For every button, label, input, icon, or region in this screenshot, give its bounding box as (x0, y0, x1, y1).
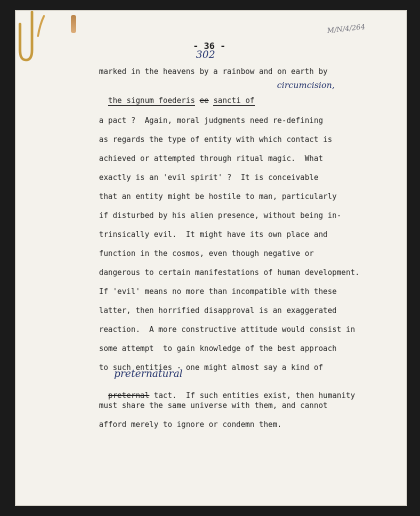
text-line: exactly is an 'evil spirit' ? It is conceivable (99, 173, 319, 182)
archive-stamp: M/N/4/264 (326, 23, 366, 35)
text-line (99, 382, 355, 400)
text-line-part: sancti of (213, 96, 255, 105)
text-line: achieved or attempted through ritual magic. What (99, 154, 324, 163)
text-line: marked in the heavens by a rainbow and on earth by (99, 67, 328, 76)
text-line: function in the cosmos, even though negative or (99, 249, 314, 258)
text-line: to such entities - one might almost say a kind of (99, 363, 324, 372)
text-line: some attempt to gain knowledge of the best approach (99, 344, 337, 353)
text-line: a pact ? Again, moral judgments need re-defining (99, 116, 324, 125)
text-line: If 'evil' means no more than incompatible with these (99, 287, 337, 296)
text-line: if disturbed by his alien presence, without being in- (99, 211, 342, 220)
typescript-page (15, 10, 407, 506)
handwritten-page-number: 302 (196, 50, 216, 61)
text-line-part: tact. If such entities exist, then humanity (153, 391, 356, 400)
text-line-part: the signum foederis (108, 96, 196, 105)
struck-word: preternal (108, 391, 150, 400)
text-line: trinsically evil. It might have its own place and (99, 230, 328, 239)
text-line: dangerous to certain manifestations of human development. (99, 268, 360, 277)
page-number: - 36 - (193, 42, 226, 52)
text-line: afford merely to ignore or condemn them. (99, 420, 282, 429)
text-line: that an entity might be hostile to man, particularly (99, 192, 337, 201)
paper-clip-icon (18, 10, 50, 64)
text-line: reaction. A more constructive attitude would consist in (99, 325, 356, 334)
handwritten-correction: preternatural (114, 369, 183, 380)
text-line: must share the same universe with them, and cannot (99, 401, 328, 410)
text-line (99, 87, 255, 105)
struck-text: ee (199, 96, 209, 105)
text-line: as regards the type of entity with which contact is (99, 135, 333, 144)
rust-stain (71, 15, 76, 33)
handwritten-insertion: circumcision, (277, 81, 335, 91)
text-line: latter, then horrified disapproval is an exaggerated (99, 306, 337, 315)
